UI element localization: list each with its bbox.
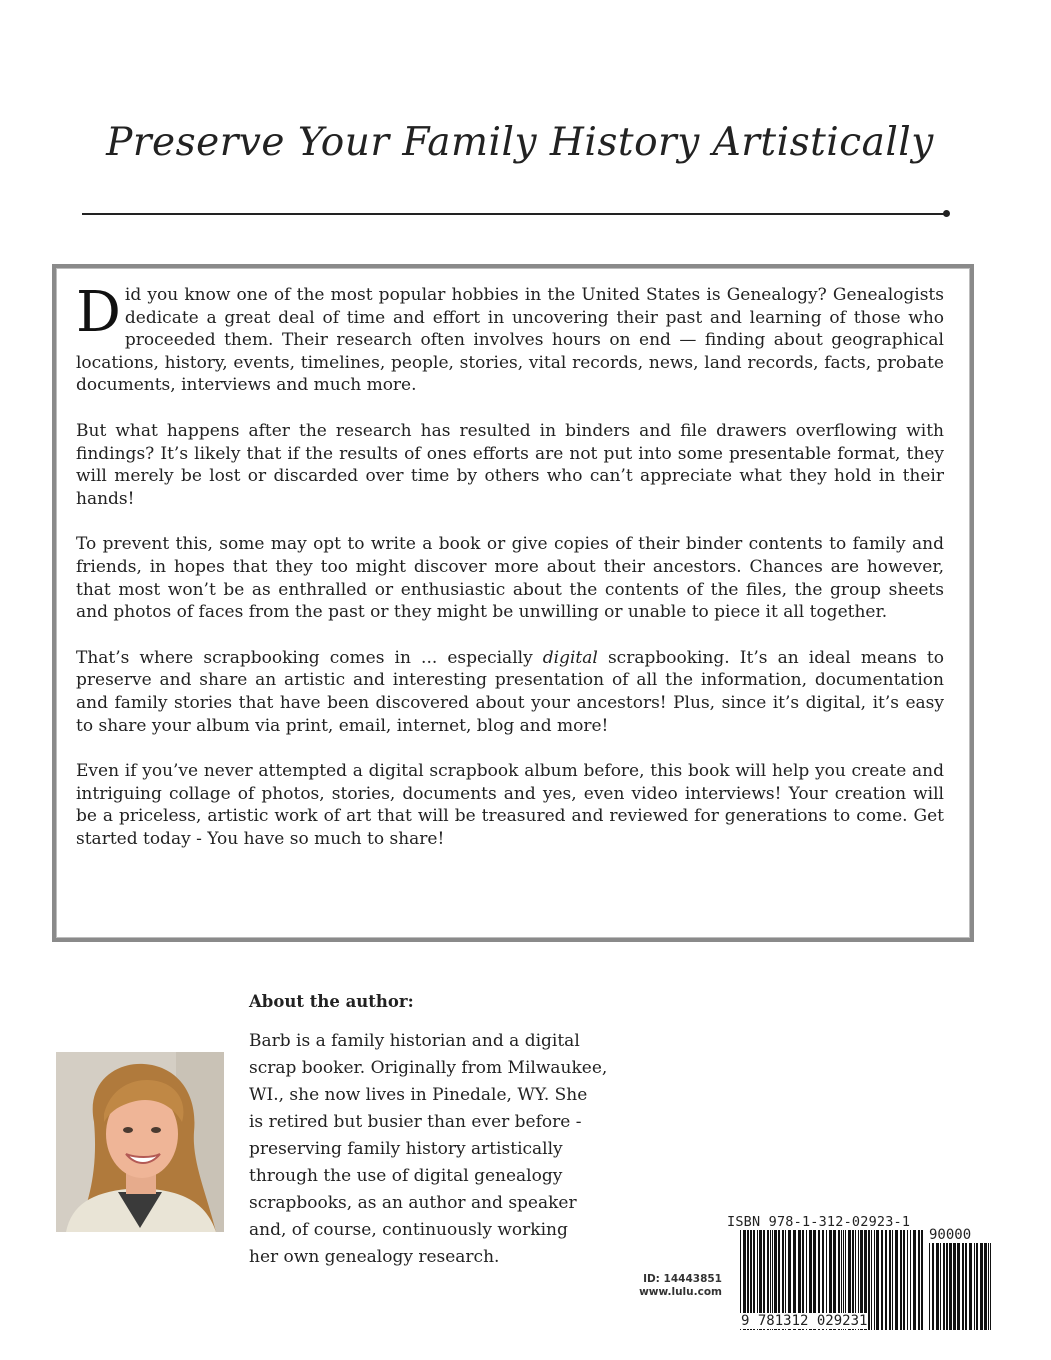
author-portrait-illustration (56, 1052, 224, 1232)
divider-dot (943, 210, 950, 217)
publisher-id: ID: 14443851 (643, 1273, 722, 1285)
price-code: 90000 (929, 1227, 972, 1243)
paragraph-4: That’s where scrapbooking comes in ... especially digital scrapbooking. It’s an ideal means to preserve and share an artistic and interesting presentation of all the information, documentation and family stories that have been discovered about your ancestors! Plus, since it’s digital, it’s easy to share your album via print, email, internet, blog and more! (76, 647, 945, 736)
emphasis-digital: digital (542, 647, 598, 668)
about-line: through the use of digital genealogy (249, 1166, 563, 1186)
about-line: and, of course, continuously working (249, 1220, 568, 1240)
barcode-bar (969, 1243, 972, 1330)
barcode-bar (932, 1243, 934, 1330)
barcode-bar (895, 1230, 898, 1330)
barcode-bar (984, 1243, 987, 1330)
barcode-bar (990, 1243, 991, 1330)
barcode-bar (946, 1243, 948, 1330)
about-author-heading: About the author: (249, 992, 414, 1011)
barcode-bar (871, 1230, 872, 1330)
isbn-label: ISBN 978-1-312-02923-1 (727, 1214, 911, 1230)
paragraph-1: Did you know one of the most popular hobbies in the United States is Genealogy? Genealogists dedicate a great deal of time and effort in uncovering their past and learning of those who proceeded them. Their research often involves hours on end — finding about geographical locations, history, events, timelines, people, stories, vital records, news, land records, facts, probate documents, interviews and much more. (76, 280, 944, 396)
barcode-bar (980, 1243, 983, 1330)
author-photo (56, 1052, 224, 1232)
barcode-bar (940, 1243, 941, 1330)
barcode-bar (988, 1243, 989, 1330)
title-divider (82, 213, 946, 215)
barcode-bar (962, 1243, 964, 1330)
barcode-bar (949, 1243, 952, 1330)
barcode-bar (921, 1230, 923, 1330)
description-text (76, 280, 945, 873)
drop-cap: D (76, 280, 121, 345)
barcode-bar (957, 1243, 960, 1330)
barcode-bar (881, 1230, 883, 1330)
ean-digits: 9 781312 029231 (741, 1313, 868, 1329)
about-line: WI., she now lives in Pinedale, WY. She (249, 1085, 588, 1105)
publisher-url: www.lulu.com (639, 1286, 722, 1298)
barcode-bar (889, 1230, 891, 1330)
book-title: Preserve Your Family History Artistically (106, 120, 934, 165)
about-line: Barb is a family historian and a digital (249, 1031, 580, 1051)
publisher-info (610, 1273, 722, 1299)
about-line: preserving family history artistically (249, 1139, 563, 1159)
price-barcode (929, 1243, 993, 1330)
barcode-bar (974, 1243, 975, 1330)
about-line: scrapbooks, as an author and speaker (249, 1193, 577, 1213)
paragraph-5: Even if you’ve never attempted a digital scrapbook album before, this book will help you create and intriguing collage of photos, stories, documents and yes, even video interviews! Your creation will be a priceless, artistic work of art that will be treasured and reviewed for generations to come. Get started today - You have so much to share! (76, 761, 944, 849)
about-author-text (249, 1028, 649, 1271)
about-line: her own genealogy research. (249, 1247, 500, 1267)
barcode-bar (953, 1243, 956, 1330)
barcode-bar (874, 1230, 875, 1330)
barcode-bar (892, 1230, 893, 1330)
barcode-bar (936, 1243, 939, 1330)
barcode-bar (903, 1230, 905, 1330)
barcode-bar (929, 1243, 930, 1330)
barcode-bar (900, 1230, 902, 1330)
paragraph-3: To prevent this, some may opt to write a book or give copies of their binder contents to family and friends, in hopes that they too might discover more about their ancestors. Chances are however, that most won’t be as enthralled or enthusiastic about the contents of the files, the group sheets and photos of faces from the past or they might be unwilling or unable to piece it all together. (76, 534, 944, 623)
paragraph-2: But what happens after the research has resulted in binders and file drawers overflowing with findings? It’s likely that if the results of ones efforts are not put into some presentable format, they will merely be lost or discarded over time by others who can’t appreciate what they hold in their hands! (76, 420, 944, 509)
barcode-bar (918, 1230, 920, 1330)
barcode-bar (913, 1230, 916, 1330)
about-line: scrap booker. Originally from Milwaukee, (249, 1058, 608, 1078)
barcode-bar (907, 1230, 908, 1330)
barcode-bar (876, 1230, 879, 1330)
barcode-bar (943, 1243, 945, 1330)
barcode-bar (965, 1243, 967, 1330)
barcode-bar (976, 1243, 978, 1330)
barcode-bar (910, 1230, 911, 1330)
barcode-bar (885, 1230, 887, 1330)
about-line: is retired but busier than ever before - (249, 1112, 582, 1132)
